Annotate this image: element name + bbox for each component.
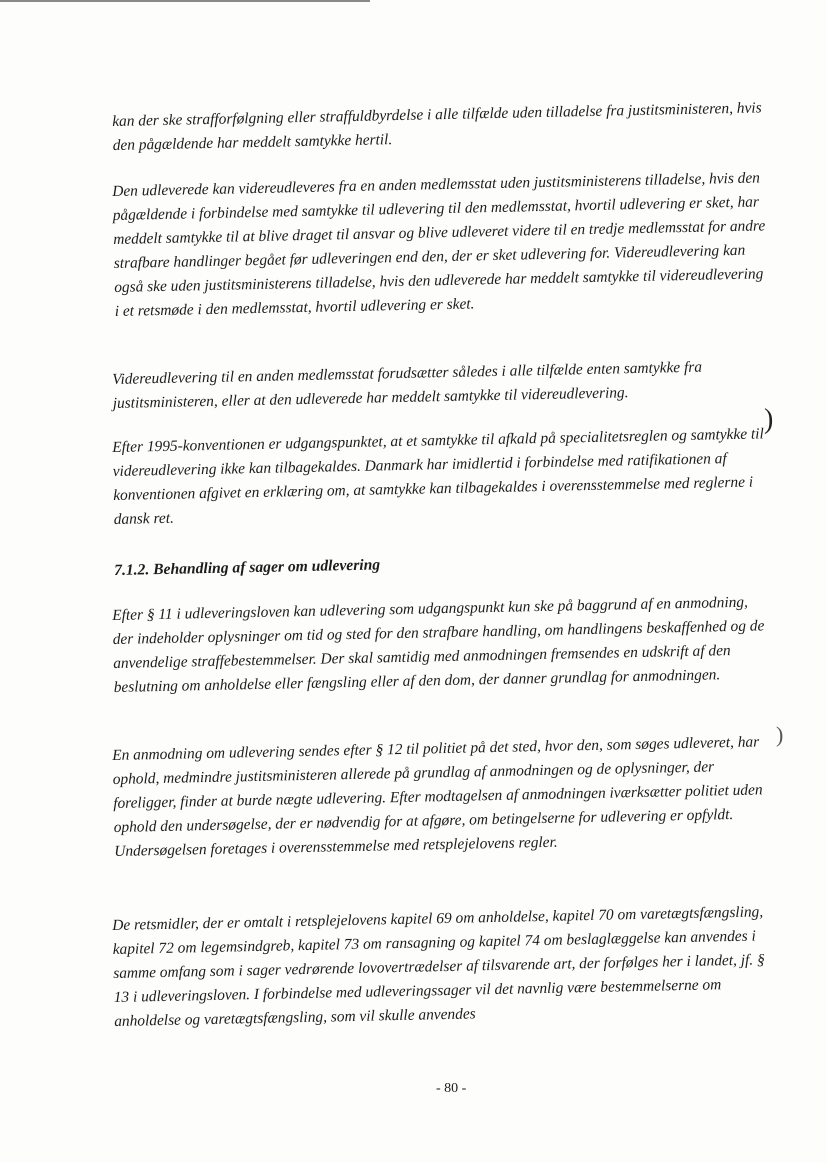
page-number: - 80 - [436, 1081, 467, 1096]
paragraph-2: Den udleverede kan videreudleveres fra en anden medlemsstat uden justitsministerens tilladelse, hvis den pågældende i forbindelse med samtykke til udlevering til den medlemsstat, hvortil udlevering er sket, har meddelt samtykke til at blive draget til ansvar og blive udleveret videre til en tredje medlemsstat for andre strafbare handlinger begået før udleveringen end den, der er sket udlevering for. Videreudlevering kan også ske uden justitsministerens tilladelse, hvis den udleverede har meddelt samtykke til videreudlevering i et retsmøde i den medlemsstat, hvortil udlevering er sket. [112, 169, 766, 320]
paragraph-7: De retsmidler, der er omtalt i retsplejelovens kapitel 69 om anholdelse, kapitel 70 om varetægtsfængsling, kapitel 72 om legemsindgreb, kapitel 73 om ransagning og kapitel 74 om beslaglæggelse kan anvendes i samme omfang som i sager vedrørende lovovertrædelser af tilsvarende art, der forfølges her i landet, jf. § 13 i udleveringsloven. I forbindelse med udleveringssager vil det navnlig være bestemmelserne om anholdelse og varetægtsfængsling, som vil skulle anvendes [112, 903, 765, 1030]
section-heading: 7.1.2. Behandling af sager om udlevering [114, 556, 381, 579]
paragraph-5: Efter § 11 i udleveringsloven kan udlevering som udgangspunkt kun ske på baggrund af en anmodning, der indeholder oplysninger om tid og sted for den strafbare handling, om handlingens beskaffenhed og de anvendelige straffebestemmelser. Der skal samtidig med anmodningen fremsendes en udskrift af den beslutning om anholdelse eller fængsling eller af den dom, der danner grundlag for anmodningen. [112, 593, 765, 696]
scan-bracket-mark-2: ) [776, 722, 784, 747]
paragraph-1: kan der ske strafforfølgning eller straffuldbyrdelse i alle tilfælde uden tilladelse fra justitsministeren, hvis den pågældende har meddelt samtykke hertil. [112, 99, 762, 154]
paragraph-3: Videreudlevering til en anden medlemsstat forudsætter således i alle tilfælde enten samtykke fra justitsministeren, eller at den udleverede har meddelt samtykke til videreudlevering. [112, 358, 703, 412]
paragraph-6: En anmodning om udlevering sendes efter § 12 til politiet på det sted, hvor den, som søges udleveret, har ophold, medmindre justitsministeren allerede på grundlag af anmodningen og de oplysninger, der foreligger, finder at burde nægte udlevering. Efter modtagelsen af anmodningen iværksætter politiet uden ophold den undersøgelse, der er nødvendig for at afgøre, om betingelserne for udlevering er opfyldt. Undersøgelsen foretages i overensstemmelse med retsplejelovens regler. [112, 733, 763, 860]
paragraph-4: Efter 1995-konventionen er udgangspunktet, at et samtykke til afkald på specialitetsreglen og samtykke til videreudlevering ikke kan tilbagekaldes. Danmark har imidlertid i forbindelse med ratifikationen af konventionen afgivet en erklæring om, at samtykke kan tilbagekaldes i overensstemmelse med reglerne i dansk ret. [112, 425, 764, 528]
scan-bracket-mark: ) [764, 404, 774, 435]
